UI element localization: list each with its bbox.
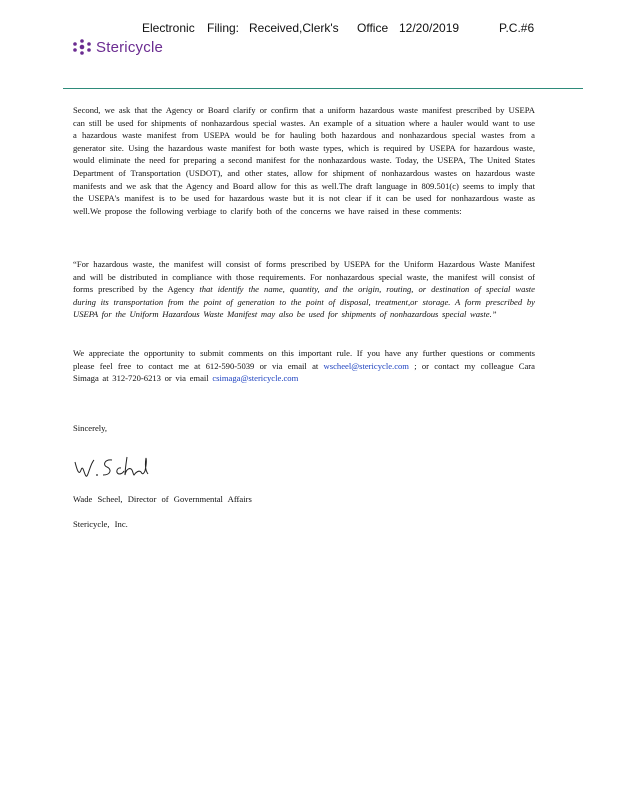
stericycle-logo-icon xyxy=(72,39,92,55)
proposed-verbiage-italic: that identify the name, quantity, and the origin, routing, or destination of special waste during its transportation from the point of generation to the point of disposal, treatment,or storage. A form prescribed by USEPA for the Uniform Hazardous Waste Manifest may also be used for shipments of nonhazardous special waste.” xyxy=(73,284,535,320)
handwritten-signature xyxy=(72,454,152,485)
header-electronic: Electronic xyxy=(142,21,195,35)
header-divider xyxy=(63,88,583,89)
closing-salutation: Sincerely, xyxy=(73,423,108,433)
proposed-verbiage-plain: “For hazardous waste, the manifest will consist of forms prescribed by USEPA for the Uniform Hazardous Waste Manifest and will be distributed in compliance with those requirements. For nonhazardous special waste, the manifest will consist of forms prescribed by the Agency xyxy=(73,259,535,295)
email-link-csimaga[interactable]: csimaga@stericycle.com xyxy=(212,373,299,384)
company-name: Stericycle, Inc. xyxy=(73,519,128,529)
header-office: Office xyxy=(357,21,389,35)
header-date: 12/20/2019 xyxy=(399,21,460,35)
email-link-wscheel[interactable]: wscheel@stericycle.com xyxy=(323,360,409,371)
paragraph-contact xyxy=(73,347,535,385)
filing-header xyxy=(0,21,618,37)
contact-middle: ; or contact my colleague Cara Simaga at 312-720-6213 or via email xyxy=(73,360,535,384)
header-filing: Filing: xyxy=(207,21,240,35)
logo-wordmark: Stericycle xyxy=(96,38,164,56)
header-received: Received,Clerk's xyxy=(249,21,339,35)
signer-name-title: Wade Scheel, Director of Governmental Affairs xyxy=(73,494,252,504)
paragraph-proposed-verbiage xyxy=(73,258,535,321)
paragraph-manifest-request: Second, we ask that the Agency or Board clarify or confirm that a uniform hazardous waste manifest prescribed by USEPA can still be used for shipments of nonhazardous special wastes. An example of a situation where a hauler would want to use a hazardous waste manifest from USEPA would be for hauling both hazardous and nonhazardous special wastes from a generator site. Using the hazardous waste manifest for both waste types, which is required by USEPA for hazardous waste, would eliminate the need for preparing a second manifest for the nonhazardous waste. Today, the USEPA, The United States Department of Transportation (USDOT), and other states, allow for shipment of nonhazardous wastes on hazardous waste manifests and we ask that the Agency and Board allow for this as well.The draft language in 809.501(c) seems to imply that the USEPA's manifest is to be used for hazardous waste but it is not clear if it can be used for nonhazardous waste as well.We propose the following verbiage to clarify both of the concerns we have raised in these comments: xyxy=(73,105,535,216)
header-page-number: P.C.#6 xyxy=(499,21,535,35)
stericycle-logo xyxy=(72,37,163,57)
contact-intro: We appreciate the opportunity to submit comments on this important rule. If you have any further questions or comments please feel free to contact me at 612-590-5039 or via email at xyxy=(73,348,535,371)
